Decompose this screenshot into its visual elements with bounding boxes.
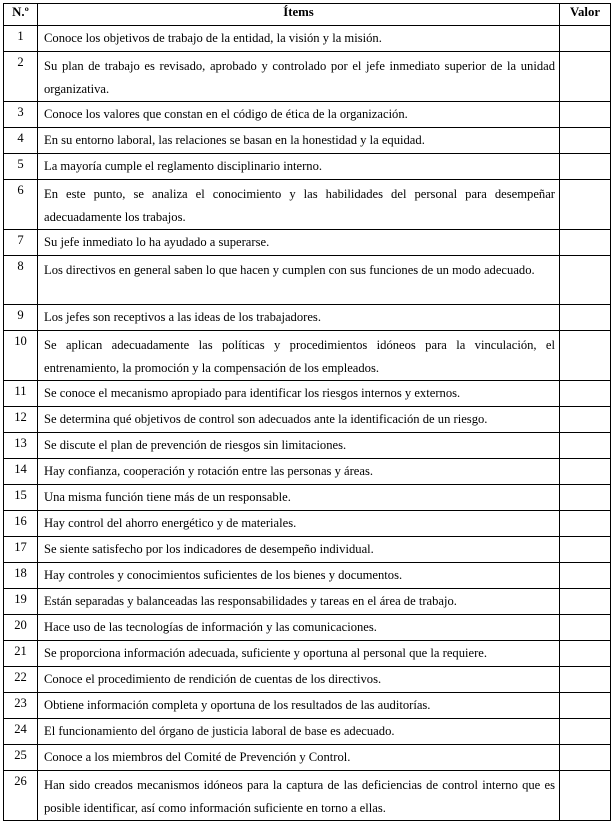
row-item-text (38, 305, 560, 331)
row-number: 4 (4, 128, 38, 154)
row-number: 14 (4, 459, 38, 485)
item-text: Su jefe inmediato lo ha ayudado a superarse. (44, 235, 270, 249)
row-item-text (38, 771, 560, 821)
row-number: 15 (4, 485, 38, 511)
item-text: La mayoría cumple el reglamento disciplinario interno. (44, 159, 323, 173)
row-value-cell[interactable] (560, 230, 611, 256)
row-item-text (38, 511, 560, 537)
row-value-cell[interactable] (560, 667, 611, 693)
table-row (4, 102, 611, 128)
row-number: 11 (4, 381, 38, 407)
table-row (4, 433, 611, 459)
row-item-text (38, 26, 560, 52)
header-value: Valor (560, 4, 611, 26)
row-number: 26 (4, 771, 38, 821)
row-number: 21 (4, 641, 38, 667)
row-number: 20 (4, 615, 38, 641)
row-value-cell[interactable] (560, 256, 611, 305)
row-value-cell[interactable] (560, 154, 611, 180)
item-text: Obtiene información completa y oportuna de los resultados de las auditorías. (44, 698, 431, 712)
row-item-text (38, 459, 560, 485)
row-number: 9 (4, 305, 38, 331)
row-value-cell[interactable] (560, 407, 611, 433)
item-text: Hay controles y conocimientos suficientes de los bienes y documentos. (44, 568, 403, 582)
row-number: 3 (4, 102, 38, 128)
row-number: 18 (4, 563, 38, 589)
table-row (4, 256, 611, 305)
row-item-text (38, 102, 560, 128)
table-row (4, 589, 611, 615)
table-row (4, 485, 611, 511)
row-number: 5 (4, 154, 38, 180)
row-value-cell[interactable] (560, 719, 611, 745)
table-row (4, 154, 611, 180)
item-text: Los jefes son receptivos a las ideas de los trabajadores. (44, 310, 321, 324)
item-text: Conoce los valores que constan en el código de ética de la organización. (44, 107, 408, 121)
row-item-text (38, 128, 560, 154)
table-row (4, 563, 611, 589)
table-row (4, 305, 611, 331)
table-row (4, 615, 611, 641)
table-row (4, 745, 611, 771)
row-item-text (38, 230, 560, 256)
row-value-cell[interactable] (560, 52, 611, 102)
header-items: Ítems (38, 4, 560, 26)
row-item-text (38, 537, 560, 563)
row-value-cell[interactable] (560, 745, 611, 771)
row-number: 10 (4, 331, 38, 381)
row-value-cell[interactable] (560, 459, 611, 485)
row-item-text (38, 667, 560, 693)
item-text: En su entorno laboral, las relaciones se basan en la honestidad y la equidad. (44, 133, 425, 147)
item-text: El funcionamiento del órgano de justicia laboral de base es adecuado. (44, 724, 395, 738)
table-row (4, 381, 611, 407)
item-text: Conoce el procedimiento de rendición de cuentas de los directivos. (44, 672, 382, 686)
row-number: 23 (4, 693, 38, 719)
row-item-text (38, 641, 560, 667)
row-value-cell[interactable] (560, 641, 611, 667)
table-row (4, 331, 611, 381)
row-number: 8 (4, 256, 38, 305)
row-item-text (38, 52, 560, 102)
row-item-text (38, 331, 560, 381)
row-item-text (38, 381, 560, 407)
row-number: 2 (4, 52, 38, 102)
row-value-cell[interactable] (560, 180, 611, 230)
row-item-text (38, 407, 560, 433)
row-item-text (38, 180, 560, 230)
table-row (4, 667, 611, 693)
table-body (4, 26, 611, 821)
item-text: Han sido creados mecanismos idóneos para la captura de las deficiencias de control interno que es posible identificar, así como información suficiente en torno a ellas. (44, 778, 555, 815)
item-text: En este punto, se analiza el conocimiento y las habilidades del personal para desempeñar adecuadamente los trabajos. (44, 187, 555, 224)
table-row (4, 511, 611, 537)
row-value-cell[interactable] (560, 433, 611, 459)
row-value-cell[interactable] (560, 381, 611, 407)
row-number: 6 (4, 180, 38, 230)
row-value-cell[interactable] (560, 128, 611, 154)
row-number: 7 (4, 230, 38, 256)
header-row (4, 4, 611, 26)
item-text: Hay control del ahorro energético y de materiales. (44, 516, 297, 530)
item-text: Hace uso de las tecnologías de información y las comunicaciones. (44, 620, 377, 634)
row-value-cell[interactable] (560, 485, 611, 511)
item-text: Se siente satisfecho por los indicadores de desempeño individual. (44, 542, 374, 556)
row-item-text (38, 589, 560, 615)
item-text: Su plan de trabajo es revisado, aprobado y controlado por el jefe inmediato superior de la unidad organizativa. (44, 59, 555, 96)
row-item-text (38, 745, 560, 771)
table-row (4, 52, 611, 102)
table-row (4, 407, 611, 433)
item-text: Están separadas y balanceadas las responsabilidades y tareas en el área de trabajo. (44, 594, 457, 608)
item-text: Conoce los objetivos de trabajo de la entidad, la visión y la misión. (44, 31, 382, 45)
row-value-cell[interactable] (560, 615, 611, 641)
row-number: 17 (4, 537, 38, 563)
row-number: 25 (4, 745, 38, 771)
row-item-text (38, 615, 560, 641)
row-value-cell[interactable] (560, 331, 611, 381)
header-number: N.º (4, 4, 38, 26)
row-number: 19 (4, 589, 38, 615)
row-item-text (38, 154, 560, 180)
row-item-text (38, 719, 560, 745)
row-value-cell[interactable] (560, 589, 611, 615)
table-row (4, 26, 611, 52)
item-text: Hay confianza, cooperación y rotación entre las personas y áreas. (44, 464, 374, 478)
row-value-cell[interactable] (560, 537, 611, 563)
item-text: Se aplican adecuadamente las políticas y procedimientos idóneos para la vinculación, el entrenamiento, la promoción y la compensación de los empleados. (44, 338, 555, 375)
row-value-cell[interactable] (560, 102, 611, 128)
row-number: 16 (4, 511, 38, 537)
item-text: Se discute el plan de prevención de riesgos sin limitaciones. (44, 438, 347, 452)
row-value-cell[interactable] (560, 511, 611, 537)
item-text: Se determina qué objetivos de control son adecuados ante la identificación de un riesgo. (44, 412, 488, 426)
row-item-text (38, 256, 560, 305)
table-row (4, 641, 611, 667)
item-text: Una misma función tiene más de un responsable. (44, 490, 291, 504)
questionnaire-table (3, 3, 611, 821)
item-text: Se conoce el mecanismo apropiado para identificar los riesgos internos y externos. (44, 386, 461, 400)
row-value-cell[interactable] (560, 26, 611, 52)
item-text: Se proporciona información adecuada, suficiente y oportuna al personal que la requiere. (44, 646, 488, 660)
table-row (4, 128, 611, 154)
row-number: 13 (4, 433, 38, 459)
table-row (4, 719, 611, 745)
table-row (4, 459, 611, 485)
table-row (4, 180, 611, 230)
item-text: Los directivos en general saben lo que hacen y cumplen con sus funciones de un modo adecuado. (44, 263, 535, 277)
table-row (4, 230, 611, 256)
item-text: Conoce a los miembros del Comité de Prevención y Control. (44, 750, 351, 764)
row-value-cell[interactable] (560, 305, 611, 331)
row-value-cell[interactable] (560, 693, 611, 719)
row-item-text (38, 485, 560, 511)
row-item-text (38, 693, 560, 719)
row-item-text (38, 563, 560, 589)
row-number: 1 (4, 26, 38, 52)
row-value-cell[interactable] (560, 771, 611, 821)
table-row (4, 771, 611, 821)
row-number: 12 (4, 407, 38, 433)
table-row (4, 693, 611, 719)
row-value-cell[interactable] (560, 563, 611, 589)
row-number: 24 (4, 719, 38, 745)
row-number: 22 (4, 667, 38, 693)
row-item-text (38, 433, 560, 459)
table-row (4, 537, 611, 563)
